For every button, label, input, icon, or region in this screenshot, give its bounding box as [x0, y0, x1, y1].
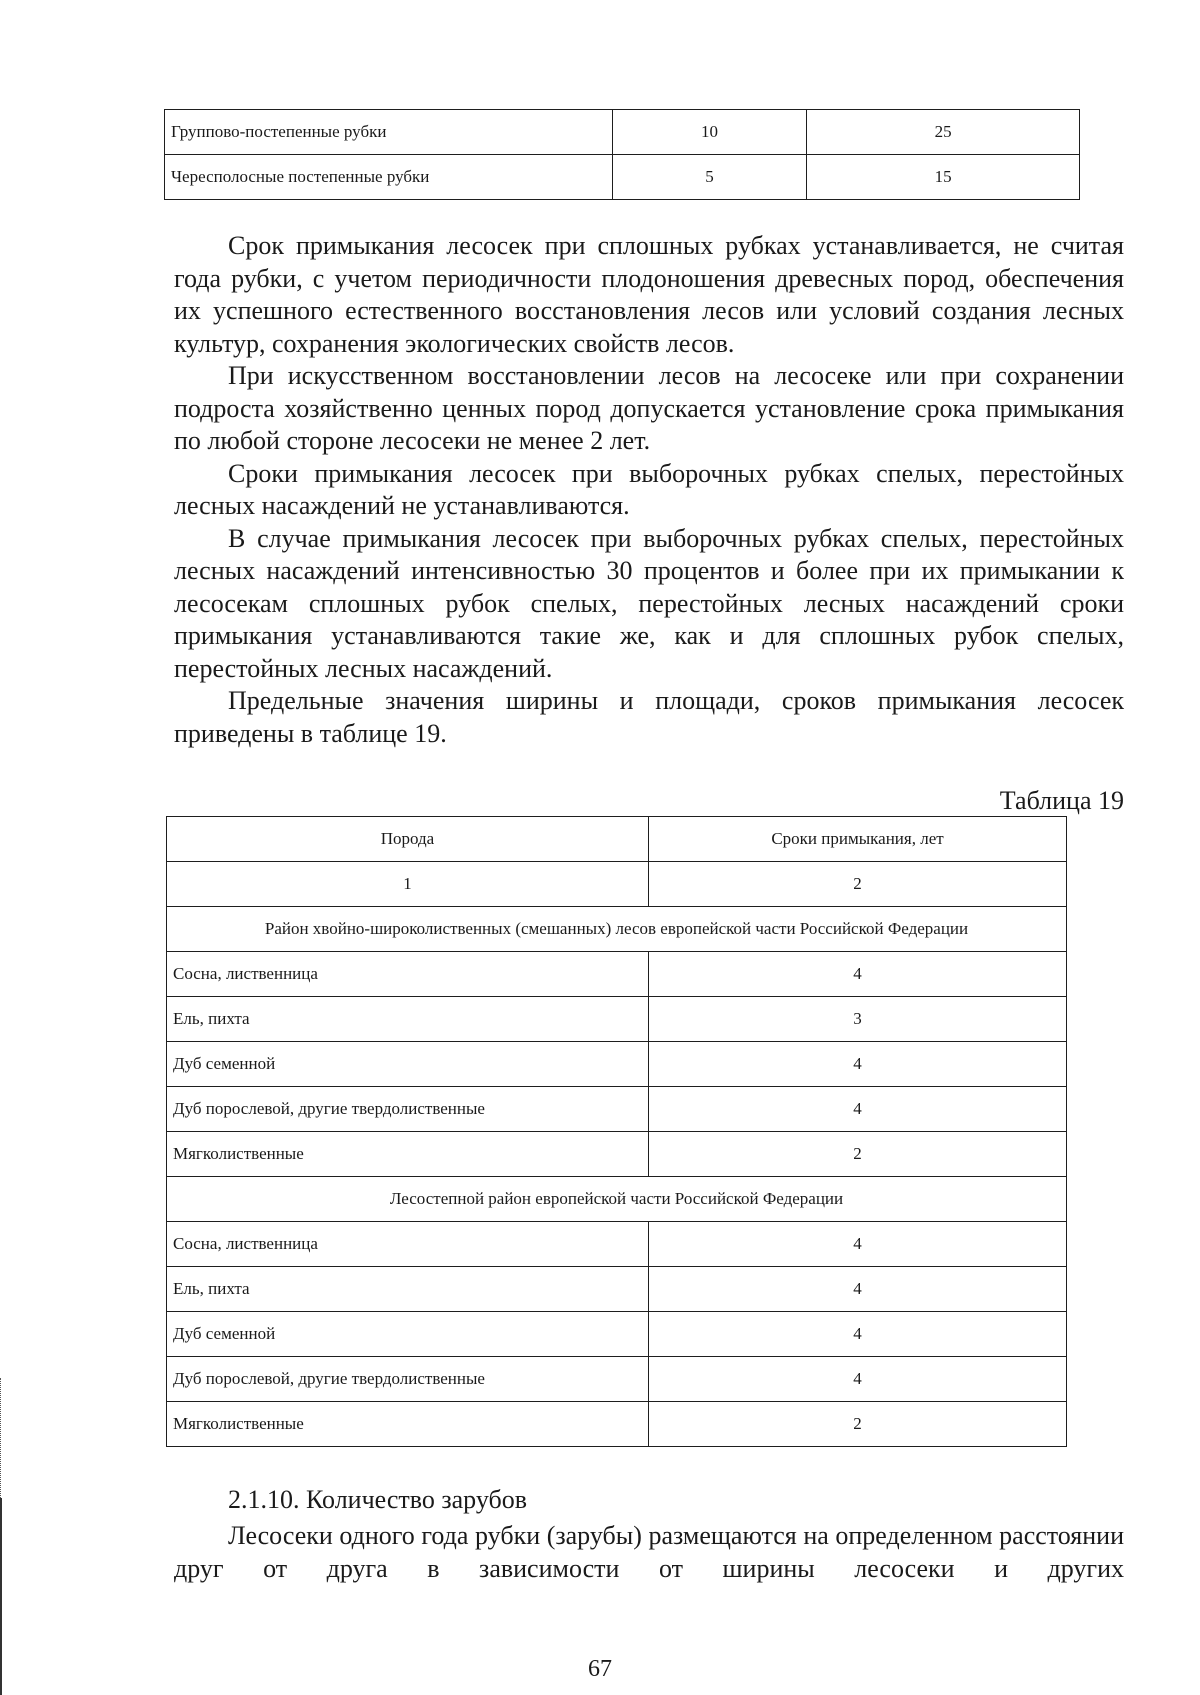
continuation-table [164, 109, 1080, 200]
species-cell: Дуб порослевой, другие твердолиственные [167, 1357, 649, 1402]
term-cell: 4 [649, 1267, 1067, 1312]
table-row [167, 1087, 1067, 1132]
column-number-row [167, 862, 1067, 907]
paragraph: Сроки примыкания лесосек при выборочных рубках спелых, перестойных лесных насаждений не устанавливаются. [174, 458, 1124, 520]
value-cell: 15 [807, 155, 1080, 200]
paragraph: В случае примыкания лесосек при выборочных рубках спелых, перестойных лесных насаждений интенсивностью 30 процентов и более при их примыкании к лесосекам сплошных рубок спелых, перестойных лесных насаждений сроки примыкания устанавливаются такие же, как и для сплошных рубок спелых, перестойных лесных насаждений. [174, 523, 1124, 683]
column-header: Сроки примыкания, лет [649, 817, 1067, 862]
species-cell: Мягколиственные [167, 1402, 649, 1447]
scan-margin-line [0, 1498, 2, 1695]
scan-margin-mark [0, 1378, 4, 1498]
species-cell: Ель, пихта [167, 1267, 649, 1312]
section-title: Лесостепной район европейской части Российской Федерации [167, 1177, 1067, 1222]
table-row [167, 952, 1067, 997]
cutting-type-cell: Чересполосные постепенные рубки [165, 155, 613, 200]
table-row [165, 110, 1080, 155]
species-cell: Мягколиственные [167, 1132, 649, 1177]
value-cell: 25 [807, 110, 1080, 155]
table-row [167, 1267, 1067, 1312]
term-cell: 4 [649, 1312, 1067, 1357]
table-row [167, 1357, 1067, 1402]
table-row [165, 155, 1080, 200]
table-row [167, 997, 1067, 1042]
page-number: 67 [588, 1656, 612, 1682]
table-19 [166, 816, 1067, 1447]
table-row [167, 1042, 1067, 1087]
term-cell: 4 [649, 1042, 1067, 1087]
term-cell: 4 [649, 952, 1067, 997]
species-cell: Сосна, лиственница [167, 952, 649, 997]
column-number: 2 [649, 862, 1067, 907]
section-row [167, 907, 1067, 952]
paragraph: Срок примыкания лесосек при сплошных рубках устанавливается, не считая года рубки, с учетом периодичности плодоношения древесных пород, обеспечения их успешного естественного восстановления лесов или условий создания лесных культур, сохранения экологических свойств лесов. [174, 231, 1124, 358]
species-cell: Дуб семенной [167, 1042, 649, 1087]
header-row [167, 817, 1067, 862]
term-cell: 2 [649, 1402, 1067, 1447]
species-cell: Дуб порослевой, другие твердолиственные [167, 1087, 649, 1132]
section-heading: 2.1.10. Количество зарубов [228, 1485, 527, 1514]
paragraph: Предельные значения ширины и площади, сроков примыкания лесосек приведены в таблице 19. [174, 686, 1124, 748]
term-cell: 4 [649, 1222, 1067, 1267]
paragraph: Лесосеки одного года рубки (зарубы) размещаются на определенном расстоянии друг от друга в зависимости от ширины лесосеки и других [174, 1521, 1124, 1583]
species-cell: Дуб семенной [167, 1312, 649, 1357]
table-row [167, 1312, 1067, 1357]
table-caption: Таблица 19 [999, 786, 1124, 815]
value-cell: 5 [612, 155, 807, 200]
term-cell: 3 [649, 997, 1067, 1042]
species-cell: Сосна, лиственница [167, 1222, 649, 1267]
column-number: 1 [167, 862, 649, 907]
tail-text [174, 1520, 1124, 1585]
term-cell: 2 [649, 1132, 1067, 1177]
section-row [167, 1177, 1067, 1222]
table-row [167, 1222, 1067, 1267]
cutting-type-cell: Группово-постепенные рубки [165, 110, 613, 155]
body-text [174, 230, 1124, 750]
column-header: Порода [167, 817, 649, 862]
species-cell: Ель, пихта [167, 997, 649, 1042]
table-row [167, 1132, 1067, 1177]
term-cell: 4 [649, 1087, 1067, 1132]
table-row [167, 1402, 1067, 1447]
section-title: Район хвойно-широколиственных (смешанных) лесов европейской части Российской Федерации [167, 907, 1067, 952]
paragraph: При искусственном восстановлении лесов на лесосеке или при сохранении подроста хозяйственно ценных пород допускается установление срока примыкания по любой стороне лесосеки не менее 2 лет. [174, 361, 1124, 455]
term-cell: 4 [649, 1357, 1067, 1402]
value-cell: 10 [612, 110, 807, 155]
